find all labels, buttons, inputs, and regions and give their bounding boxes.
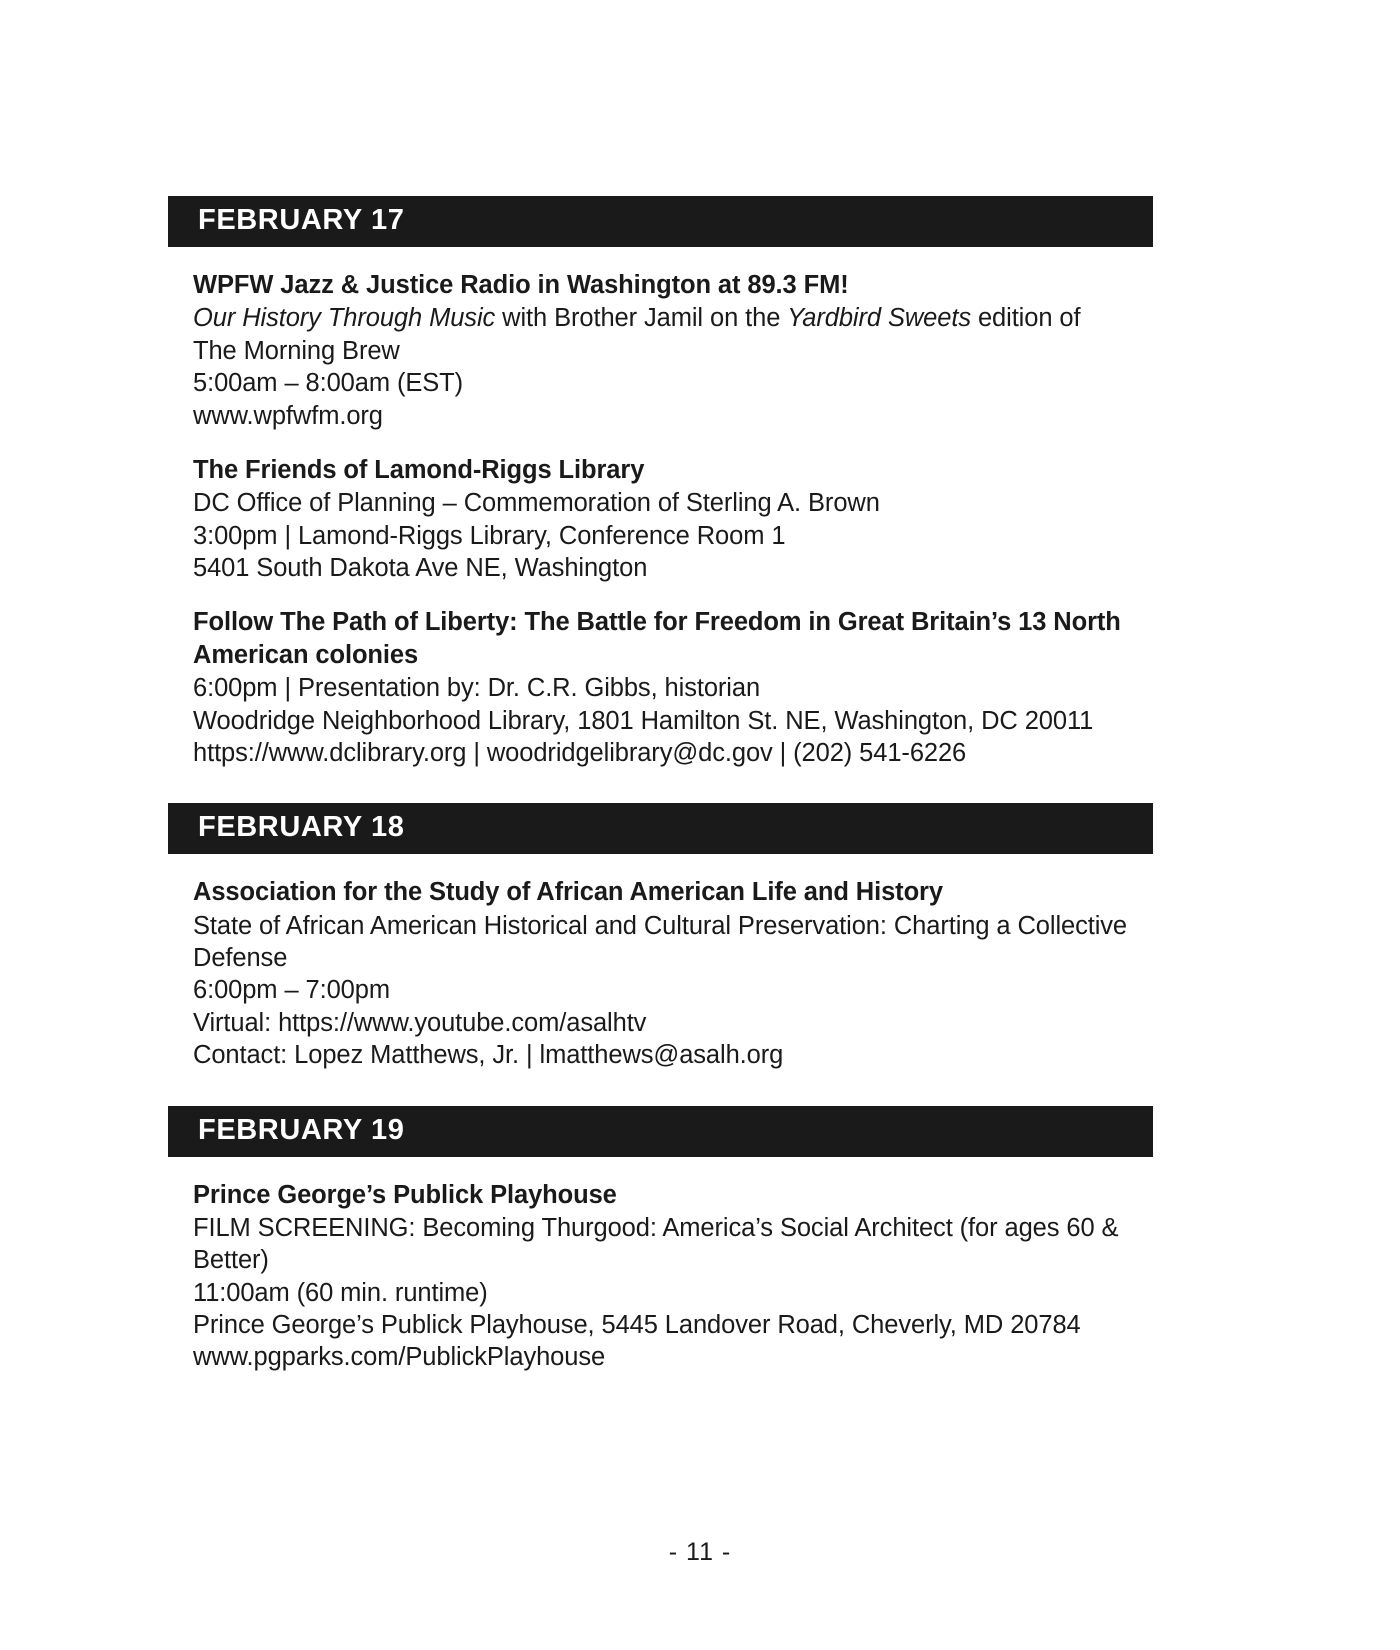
plain-text: 5:00am – 8:00am (EST) [193, 369, 464, 398]
page-number: - 11 - [668, 1538, 732, 1566]
event-title: Prince George’s Publick Playhouse [193, 1180, 617, 1209]
event-entry [193, 1179, 1153, 1374]
date-header: FEBRUARY 18 [168, 803, 1153, 854]
event-title: Follow The Path of Liberty: The Battle for Freedom in Great Britain’s 13 North American colonies [193, 608, 1121, 669]
plain-text: Virtual: https://www.youtube.com/asalhtv [193, 1008, 647, 1037]
plain-text: 6:00pm – 7:00pm [193, 976, 390, 1005]
plain-text: with Brother Jamil on the [495, 304, 788, 333]
events-list [168, 1179, 1153, 1374]
plain-text: Prince George’s Publick Playhouse, 5445 Landover Road, Cheverly, MD 20784 [193, 1311, 1081, 1339]
event-title: Association for the Study of African American Life and History [193, 878, 943, 907]
event-detail-line [193, 1309, 1153, 1341]
plain-text: www.wpfwfm.org [193, 401, 383, 430]
event-detail-line [193, 974, 1153, 1006]
event-detail-line [193, 1341, 1153, 1373]
date-section [168, 803, 1153, 1071]
date-header: FEBRUARY 19 [168, 1106, 1153, 1157]
event-title: WPFW Jazz & Justice Radio in Washington at 89.3 FM! [193, 271, 849, 299]
plain-text: 5401 South Dakota Ave NE, Washington [193, 554, 648, 582]
event-detail-line [193, 705, 1153, 737]
event-detail-line [193, 672, 1153, 704]
event-entry [193, 876, 1153, 1071]
event-entry [193, 454, 1153, 585]
plain-text: https://www.dclibrary.org | woodridgelibrary@dc.gov | (202) 541-6226 [193, 738, 967, 767]
event-detail-line [193, 487, 1153, 519]
plain-text: Contact: Lopez Matthews, Jr. | lmatthews@asalh.org [193, 1041, 784, 1070]
event-detail-line [193, 910, 1153, 975]
event-detail-line [193, 367, 1153, 399]
plain-text: The Morning Brew [193, 336, 400, 365]
plain-text: State of African American Historical and Cultural Preservation: Charting a Collective Defense [193, 911, 1128, 972]
emphasis-text: Our History Through Music [193, 304, 496, 333]
plain-text: 11:00am (60 min. runtime) [193, 1278, 488, 1307]
emphasis-text: Yardbird Sweets [787, 304, 971, 333]
date-header: FEBRUARY 17 [168, 196, 1153, 247]
date-section [168, 196, 1153, 769]
event-detail-line [193, 1039, 1153, 1071]
event-detail-line [193, 552, 1153, 584]
plain-text: 3:00pm | Lamond-Riggs Library, Conference Room 1 [193, 521, 786, 550]
event-entry [193, 606, 1153, 769]
event-detail-line [193, 1007, 1153, 1039]
event-detail-line [193, 1277, 1153, 1309]
plain-text: www.pgparks.com/PublickPlayhouse [193, 1343, 606, 1372]
event-detail-line [193, 520, 1153, 552]
event-listing [168, 196, 1153, 1374]
event-detail-line [193, 1212, 1153, 1277]
plain-text: 6:00pm | Presentation by: Dr. C.R. Gibbs, historian [193, 674, 761, 703]
event-detail-line [193, 737, 1153, 769]
event-detail-line [193, 400, 1153, 432]
event-title: The Friends of Lamond-Riggs Library [193, 455, 645, 484]
events-list [168, 269, 1153, 769]
plain-text: Woodridge Neighborhood Library, 1801 Hamilton St. NE, Washington, DC 20011 [193, 706, 1094, 735]
event-entry [193, 269, 1153, 432]
plain-text: edition of [970, 304, 1081, 333]
event-detail-line [193, 302, 1153, 334]
plain-text: DC Office of Planning – Commemoration of Sterling A. Brown [193, 489, 880, 518]
events-list [168, 876, 1153, 1071]
plain-text: FILM SCREENING: Becoming Thurgood: America’s Social Architect (for ages 60 & Better) [193, 1213, 1119, 1275]
date-section [168, 1106, 1153, 1374]
event-detail-line [193, 335, 1153, 367]
